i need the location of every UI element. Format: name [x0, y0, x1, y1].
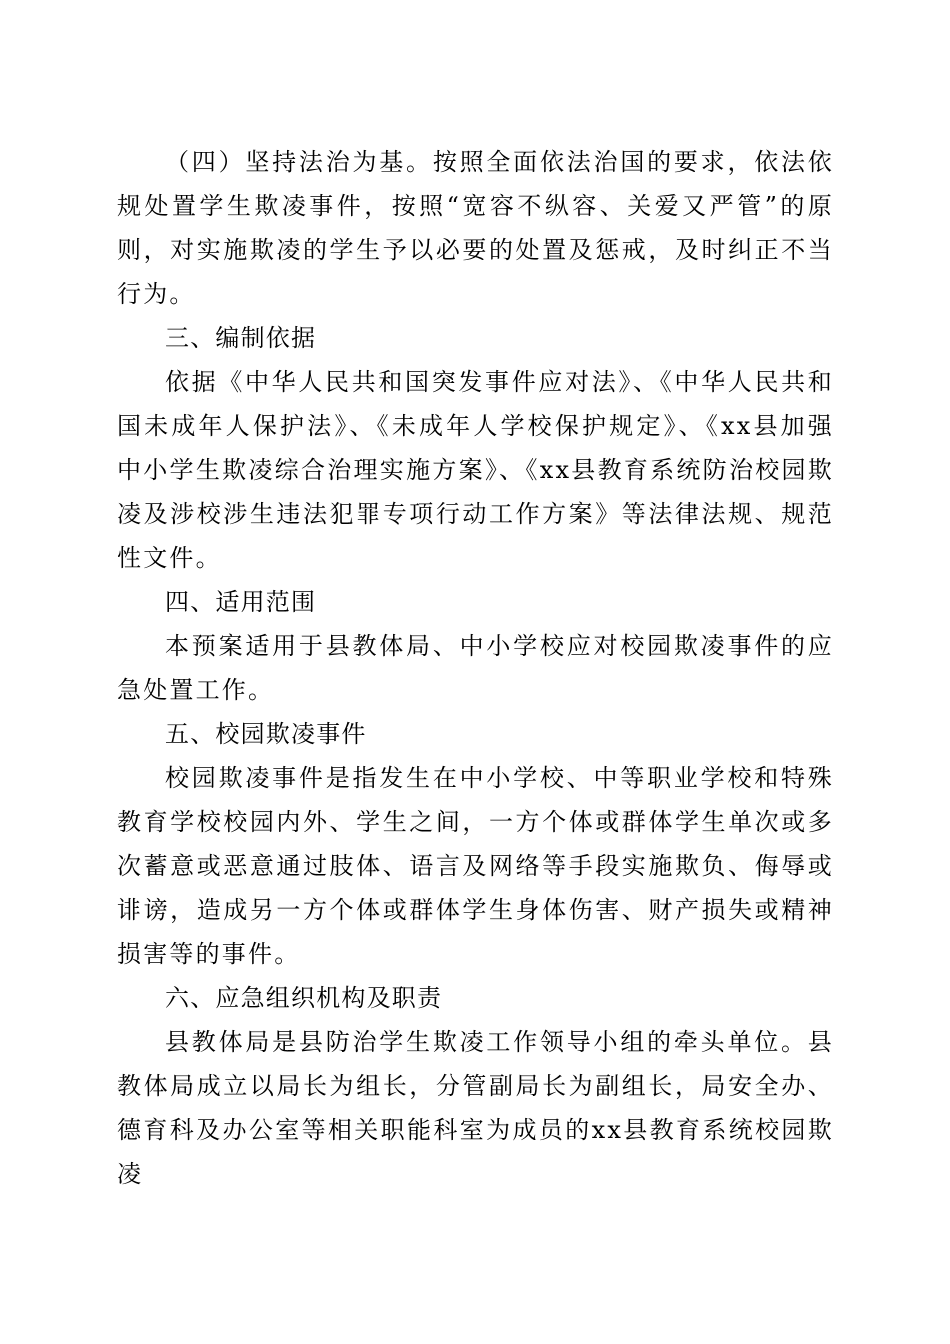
heading-organization: 六、应急组织机构及职责 — [165, 984, 443, 1012]
paragraph-basis: 依据《中华人民共和国突发事件应对法》、《中华人民共和国未成年人保护法》、《未成年人学校保护规定》、《xx县加强中小学生欺凌综合治理实施方案》、《xx县教育系统防治校园欺凌及涉校涉生违法犯罪专项行动工作方案》等法律法规、规范性文件。 — [117, 368, 834, 572]
document-body — [117, 140, 834, 1196]
paragraph-organization: 县教体局是县防治学生欺凌工作领导小组的牵头单位。县教体局成立以局长为组长，分管副局长为副组长，局安全办、德育科及办公室等相关职能科室为成员的xx县教育系统校园欺凌 — [117, 1028, 834, 1188]
heading-bullying-incident: 五、校园欺凌事件 — [165, 720, 367, 748]
paragraph-rule-of-law: （四）坚持法治为基。按照全面依法治国的要求，依法依规处置学生欺凌事件，按照“宽容不纵容、关爱又严管”的原则，对实施欺凌的学生予以必要的处置及惩戒，及时纠正不当行为。 — [117, 148, 834, 308]
paragraph-scope: 本预案适用于县教体局、中小学校应对校园欺凌事件的应急处置工作。 — [117, 632, 834, 704]
paragraph-bullying-incident: 校园欺凌事件是指发生在中小学校、中等职业学校和特殊教育学校校园内外、学生之间，一方个体或群体学生单次或多次蓄意或恶意通过肢体、语言及网络等手段实施欺负、侮辱或诽谤，造成另一方个体或群体学生身体伤害、财产损失或精神损害等的事件。 — [117, 764, 834, 968]
heading-scope: 四、适用范围 — [165, 588, 317, 616]
heading-basis: 三、编制依据 — [165, 324, 317, 352]
